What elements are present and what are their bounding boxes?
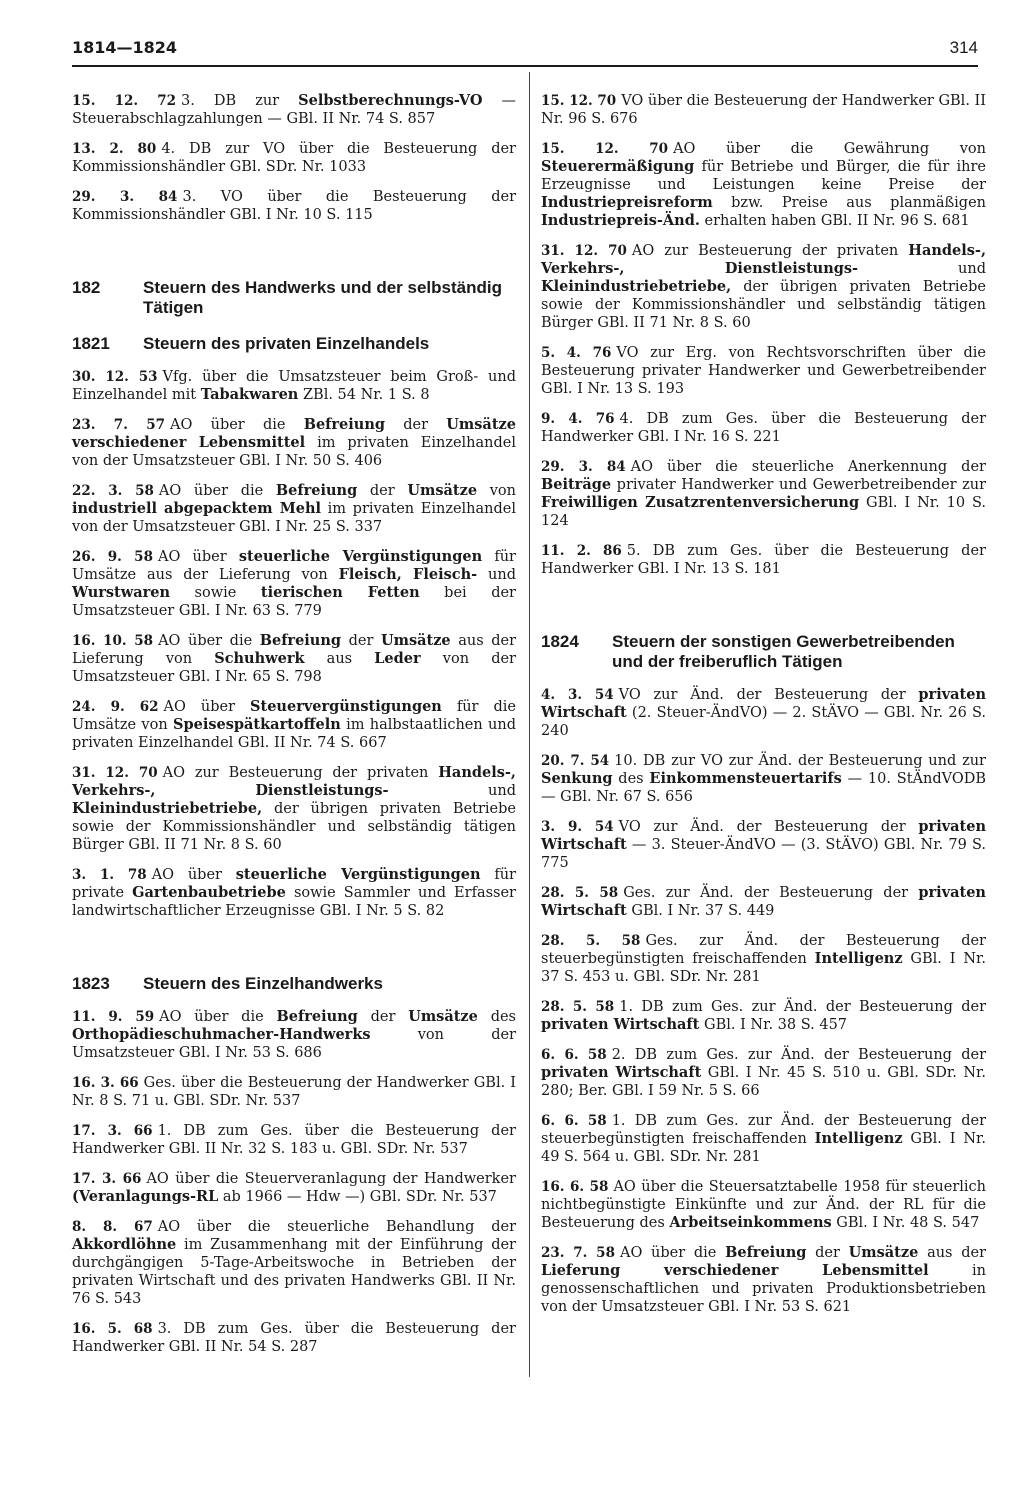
entry-keyword: Industriepreisreform — [541, 194, 713, 211]
entry-text: im privaten Einzelhandel von der Umsatzsteuer GBl. I Nr. 50 S. 406 — [72, 435, 516, 469]
law-entry — [541, 344, 986, 398]
law-entry — [72, 482, 516, 536]
spacer — [72, 236, 516, 262]
entry-keyword: Akkordlöhne — [72, 1236, 177, 1253]
entry-text: 1. DB zum Ges. zur Änd. der Besteuerung der — [619, 999, 986, 1015]
entry-keyword: Befreiung — [276, 1008, 358, 1025]
entry-date: 28. 5. 58 — [541, 999, 615, 1015]
entry-keyword: tierischen Fetten — [260, 584, 420, 601]
entry-keyword: Orthopädieschuhmacher-Handwerks — [72, 1026, 371, 1043]
entry-keyword: steuerliche Vergünstigungen — [238, 548, 483, 565]
entry-keyword: Umsätze — [407, 482, 478, 499]
entry-keyword: Leder — [374, 650, 421, 667]
section-title: Steuern des Handwerks und der selbständig Tätigen — [143, 278, 502, 317]
entry-text: Vfg. über die Umsatzsteuer beim Groß- und Einzelhandel mit — [72, 369, 516, 403]
entry-text: der — [385, 417, 447, 433]
entry-text: GBl. I Nr. 37 S. 453 u. GBl. SDr. Nr. 281 — [541, 951, 986, 985]
entry-keyword: Fleisch, Fleisch- — [338, 566, 478, 583]
law-entry — [541, 242, 986, 332]
entry-text: der übrigen privaten Betriebe sowie der Kommissionshändler und selbständig tätigen Bürger GBl. II 71 Nr. 8 S. 60 — [541, 279, 986, 331]
entry-text: aus — [304, 651, 375, 667]
entry-text: AO über die Steuersatztabelle 1958 für steuerlich nichtbegünstigte Einkünfte und zur Änd. der RL für die Besteuerung des — [541, 1179, 986, 1231]
entry-date: 16. 5. 68 — [72, 1321, 153, 1337]
entry-text: AO über die — [158, 483, 276, 499]
entry-text: im privaten Einzelhandel von der Umsatzsteuer GBl. I Nr. 25 S. 337 — [72, 501, 516, 535]
law-entry — [72, 1074, 516, 1110]
entry-text: von — [477, 483, 517, 499]
entry-text: 4. DB zum Ges. über die Besteuerung der Handwerker GBl. I Nr. 16 S. 221 — [541, 411, 986, 445]
section-title: Steuern der sonstigen Gewerbetreibenden und der freiberuflich Tätigen — [612, 632, 955, 671]
entry-text: aus der Lieferung von — [72, 633, 516, 667]
entry-date: 20. 7. 54 — [541, 753, 610, 769]
law-entry — [541, 998, 986, 1034]
entry-date: 16. 6. 58 — [541, 1179, 609, 1195]
entry-text: der — [341, 633, 381, 649]
entry-date: 6. 6. 58 — [541, 1113, 607, 1129]
entry-text: im halbstaatlichen und privaten Einzelhandel GBl. II Nr. 74 S. 667 — [72, 717, 516, 751]
entry-date: 16. 3. 66 — [72, 1075, 139, 1091]
law-entry — [72, 416, 516, 470]
entry-keyword: privaten Wirtschaft — [541, 1064, 702, 1081]
entry-keyword: Gartenbaubetriebe — [132, 884, 286, 901]
page-number: 314 — [949, 38, 978, 57]
law-entry — [72, 548, 516, 620]
law-entry — [72, 632, 516, 686]
entry-text: Ges. zur Änd. der Besteuerung der — [623, 885, 919, 901]
law-entry — [72, 368, 516, 404]
section-title: Steuern des privaten Einzelhandels — [143, 334, 430, 353]
entry-text: der — [357, 483, 408, 499]
running-head: 1814—1824 — [72, 38, 178, 57]
entry-text: GBl. I Nr. 49 S. 564 u. GBl. SDr. Nr. 281 — [541, 1131, 986, 1165]
entry-date: 16. 10. 58 — [72, 633, 154, 649]
entry-text: GBl. I Nr. 37 S. 449 — [626, 903, 775, 919]
law-entry — [541, 818, 986, 872]
entry-keyword: Selbstberechnungs-VO — [298, 92, 483, 109]
law-entry — [541, 1046, 986, 1100]
entry-keyword: Handels-, Verkehrs-, Dienstleistungs- — [72, 764, 516, 799]
entry-keyword: Umsätze — [848, 1244, 919, 1261]
entry-date: 31. 12. 70 — [72, 765, 158, 781]
entry-keyword: Arbeitseinkommens — [669, 1214, 832, 1231]
entry-text: und — [388, 783, 516, 799]
entry-date: 11. 2. 86 — [541, 543, 622, 559]
entry-date: 31. 12. 70 — [541, 243, 627, 259]
entry-keyword: Steuervergünstigungen — [250, 698, 442, 715]
law-entry — [541, 932, 986, 986]
spacer — [72, 932, 516, 958]
entry-text: in genossenschaftlichen und privaten Produktionsbetrieben von der Umsatzsteuer GBl. I Nr. 53 S. 621 — [541, 1263, 986, 1315]
section-title: Steuern des Einzelhandwerks — [143, 974, 383, 993]
entry-date: 29. 3. 84 — [541, 459, 626, 475]
entry-text: 1. DB zum Ges. zur Änd. der Besteuerung der steuerbegünstigten freischaffenden — [541, 1113, 987, 1147]
entry-date: 4. 3. 54 — [541, 687, 614, 703]
law-entry — [72, 764, 516, 854]
section-number: 1821 — [72, 334, 110, 353]
entry-text: sowie — [170, 585, 261, 601]
entry-date: 23. 7. 57 — [72, 417, 166, 433]
section-heading — [72, 278, 516, 318]
law-entry — [72, 698, 516, 752]
header-rule — [72, 65, 978, 67]
law-entry — [72, 1008, 516, 1062]
entry-text: GBl. I Nr. 38 S. 457 — [699, 1017, 848, 1033]
entry-text: 3. VO über die Besteuerung der Kommissionshändler GBl. I Nr. 10 S. 115 — [72, 189, 516, 223]
section-number: 182 — [72, 278, 101, 297]
law-entry — [541, 140, 986, 230]
spacer — [541, 590, 986, 616]
entry-keyword: Umsätze — [380, 632, 451, 649]
entry-date: 17. 3. 66 — [72, 1123, 153, 1139]
law-entry — [72, 1170, 516, 1206]
entry-text: der — [357, 1009, 409, 1025]
entry-date: 24. 9. 62 — [72, 699, 159, 715]
entry-text: GBl. I Nr. 45 S. 510 u. GBl. SDr. Nr. 280; Ber. GBl. I 59 Nr. 5 S. 66 — [541, 1065, 986, 1099]
entry-date: 5. 4. 76 — [541, 345, 612, 361]
entry-date: 15. 12. 70 — [541, 93, 617, 109]
entry-text: erhalten haben GBl. II Nr. 96 S. 681 — [699, 213, 970, 229]
entry-text: der übrigen privaten Betriebe sowie der Kommissionshändler und selbständig tätigen Bürger GBl. II 71 Nr. 8 S. 60 — [72, 801, 516, 853]
entry-text: des — [477, 1009, 516, 1025]
law-entry — [541, 458, 986, 530]
entry-text: für die Umsätze von — [72, 699, 516, 733]
entry-text: 4. DB zur VO über die Besteuerung der Kommissionshändler GBl. SDr. Nr. 1033 — [72, 141, 516, 175]
law-entry — [72, 1320, 516, 1356]
law-entry — [541, 92, 986, 128]
entry-text: AO über die — [158, 633, 260, 649]
entry-text: VO über die Besteuerung der Handwerker GBl. II Nr. 96 S. 676 — [541, 93, 987, 127]
law-entry — [541, 410, 986, 446]
entry-date: 6. 6. 58 — [541, 1047, 607, 1063]
entry-keyword: Tabakwaren — [200, 386, 299, 403]
law-entry — [72, 866, 516, 920]
column-divider — [529, 72, 530, 1377]
law-entry — [72, 92, 516, 128]
entry-keyword: Handels-, Verkehrs-, Dienstleistungs- — [541, 242, 986, 277]
law-entry — [541, 686, 986, 740]
entry-text: und — [858, 261, 986, 277]
entry-keyword: Senkung — [541, 770, 613, 787]
entry-date: 13. 2. 80 — [72, 141, 157, 157]
entry-keyword: privaten Wirtschaft — [541, 1016, 700, 1033]
entry-text: aus der — [918, 1245, 986, 1261]
entry-text: Ges. über die Besteuerung der Handwerker GBl. I Nr. 8 S. 71 u. GBl. SDr. Nr. 537 — [72, 1075, 516, 1109]
entry-keyword: Umsätze verschiedener Lebensmittel — [72, 416, 516, 451]
entry-text: von der Umsatzsteuer GBl. I Nr. 53 S. 686 — [72, 1027, 516, 1061]
entry-text: Ges. zur Änd. der Besteuerung der steuerbegünstigten freischaffenden — [541, 933, 986, 967]
entry-text: ab 1966 — Hdw —) GBl. SDr. Nr. 537 — [218, 1189, 497, 1205]
entry-text: im Zusammenhang mit der Einführung der durchgängigen 5-Tage-Arbeitswoche in Betrieben der privaten Wirtschaft und des privaten Handwerks GBl. II Nr. 76 S. 543 — [72, 1237, 516, 1307]
entry-keyword: Kleinindustriebetriebe, — [541, 278, 732, 295]
entry-date: 9. 4. 76 — [541, 411, 615, 427]
entry-text: 2. DB zum Ges. zur Änd. der Besteuerung der — [611, 1047, 987, 1063]
entry-keyword: Beiträge — [541, 476, 612, 493]
entry-keyword: Schuhwerk — [214, 650, 305, 667]
law-entry — [541, 542, 986, 578]
entry-text: 1. DB zum Ges. über die Besteuerung der Handwerker GBl. II Nr. 32 S. 183 u. GBl. SDr. Nr. 537 — [72, 1123, 516, 1157]
entry-text: GBl. I Nr. 48 S. 547 — [831, 1215, 980, 1231]
law-entry — [541, 884, 986, 920]
entry-date: 29. 3. 84 — [72, 189, 178, 205]
entry-text: des — [612, 771, 650, 787]
right-column — [541, 92, 986, 1328]
section-number: 1823 — [72, 974, 110, 993]
entry-text: VO zur Änd. der Besteuerung der — [618, 819, 919, 835]
entry-date: 28. 5. 58 — [541, 885, 619, 901]
law-entry — [541, 1244, 986, 1316]
entry-text: AO zur Besteuerung der privaten — [162, 765, 439, 781]
entry-text: 10. DB zur VO zur Änd. der Besteuerung und zur — [614, 753, 986, 769]
entry-text: und — [477, 567, 516, 583]
entry-date: 8. 8. 67 — [72, 1219, 153, 1235]
entry-keyword: Befreiung — [275, 482, 358, 499]
entry-text: GBl. I Nr. 10 S. 124 — [541, 495, 987, 529]
entry-text: AO über die steuerliche Anerkennung der — [630, 459, 986, 475]
entry-text: privater Handwerker und Gewerbetreibender zur — [611, 477, 986, 493]
entry-text: AO über die — [159, 1009, 277, 1025]
entry-keyword: Umsätze — [408, 1008, 478, 1025]
entry-text: sowie Sammler und Erfasser landwirtschaftlicher Erzeugnisse GBl. I Nr. 5 S. 82 — [72, 885, 516, 919]
entry-date: 11. 9. 59 — [72, 1009, 155, 1025]
entry-date: 15. 12. 70 — [541, 141, 669, 157]
entry-keyword: privaten Wirtschaft — [541, 818, 986, 853]
entry-keyword: Wurstwaren — [72, 584, 171, 601]
entry-keyword: steuerliche Vergünstigungen — [235, 866, 481, 883]
entry-keyword: privaten Wirtschaft — [541, 884, 986, 919]
entry-text: — 3. Steuer-ÄndVO — (3. StÄVO) GBl. Nr. 79 S. 775 — [541, 837, 986, 871]
law-entry — [541, 752, 986, 806]
entry-date: 22. 3. 58 — [72, 483, 154, 499]
entry-text: AO über die Steuerveranlagung der Handwerker — [146, 1171, 516, 1187]
section-number: 1824 — [541, 632, 579, 651]
entry-text: AO über die steuerliche Behandlung der — [157, 1219, 516, 1235]
entry-keyword: Befreiung — [259, 632, 342, 649]
left-column — [72, 92, 516, 1368]
entry-text: AO über — [157, 549, 239, 565]
entry-keyword: Freiwilligen Zusatzrentenversicherung — [541, 494, 860, 511]
law-entry — [541, 1112, 986, 1166]
entry-date: 3. 9. 54 — [541, 819, 614, 835]
entry-date: 28. 5. 58 — [541, 933, 641, 949]
entry-text: AO über — [163, 699, 251, 715]
law-entry — [72, 1218, 516, 1308]
entry-text: — Steuerabschlagzahlungen — GBl. II Nr. 74 S. 857 — [72, 93, 516, 127]
entry-text: VO zur Änd. der Besteuerung der — [618, 687, 919, 703]
section-heading — [72, 974, 516, 994]
entry-keyword: Intelligenz — [814, 950, 903, 967]
entry-date: 15. 12. 72 — [72, 93, 177, 109]
entry-keyword: Steuerermäßigung — [541, 158, 695, 175]
entry-keyword: privaten Wirtschaft — [541, 686, 986, 721]
entry-text: AO über die — [170, 417, 304, 433]
law-entry — [72, 140, 516, 176]
entry-text: AO zur Besteuerung der privaten — [631, 243, 909, 259]
entry-keyword: Befreiung — [303, 416, 386, 433]
entry-text: bei der Umsatzsteuer GBl. I Nr. 63 S. 779 — [72, 585, 516, 619]
law-entry — [541, 1178, 986, 1232]
entry-keyword: Einkommensteuertarifs — [649, 770, 842, 787]
entry-keyword: Speisespätkartoffeln — [173, 716, 341, 733]
entry-text: (2. Steuer-ÄndVO) — 2. StÄVO — GBl. Nr. 26 S. 240 — [541, 705, 986, 739]
section-heading — [72, 334, 516, 354]
entry-text: AO über die — [619, 1245, 726, 1261]
page-header — [72, 38, 978, 62]
entry-date: 23. 7. 58 — [541, 1245, 615, 1261]
entry-keyword: (Veranlagungs-RL — [72, 1188, 219, 1205]
entry-text: 3. DB zur — [181, 93, 299, 109]
entry-date: 3. 1. 78 — [72, 867, 147, 883]
entry-date: 26. 9. 58 — [72, 549, 153, 565]
entry-text: von der Umsatzsteuer GBl. I Nr. 65 S. 798 — [72, 651, 516, 685]
entry-text: AO über — [151, 867, 236, 883]
entry-text: der — [806, 1245, 849, 1261]
entry-keyword: Kleinindustriebetriebe, — [72, 800, 263, 817]
entry-text: 5. DB zum Ges. über die Besteuerung der Handwerker GBl. I Nr. 13 S. 181 — [541, 543, 986, 577]
law-entry — [72, 1122, 516, 1158]
entry-text: für Betriebe und Bürger, die für ihre Erzeugnisse und Leistungen keine Preise der — [541, 159, 986, 193]
entry-text: bzw. Preise aus planmäßigen — [712, 195, 986, 211]
entry-text: für private — [72, 867, 516, 901]
entry-keyword: Befreiung — [725, 1244, 807, 1261]
entry-keyword: Intelligenz — [814, 1130, 903, 1147]
entry-date: 17. 3. 66 — [72, 1171, 142, 1187]
entry-keyword: industriell abgepacktem Mehl — [72, 500, 322, 517]
section-heading — [541, 632, 986, 672]
entry-text: für Umsätze aus der Lieferung von — [72, 549, 516, 583]
entry-text: ZBl. 54 Nr. 1 S. 8 — [298, 387, 430, 403]
entry-keyword: Lieferung verschiedener Lebensmittel — [541, 1262, 929, 1279]
entry-text: — 10. StÄndVODB — GBl. Nr. 67 S. 656 — [541, 771, 986, 805]
law-entry — [72, 188, 516, 224]
entry-text: 3. DB zum Ges. über die Besteuerung der Handwerker GBl. II Nr. 54 S. 287 — [72, 1321, 516, 1355]
entry-date: 30. 12. 53 — [72, 369, 158, 385]
entry-text: VO zur Erg. von Rechtsvorschriften über die Besteuerung privater Handwerker und Gewerbetreibender GBl. I Nr. 13 S. 193 — [541, 345, 986, 397]
entry-keyword: Industriepreis-Änd. — [541, 212, 700, 229]
entry-text: AO über die Gewährung von — [673, 141, 986, 157]
